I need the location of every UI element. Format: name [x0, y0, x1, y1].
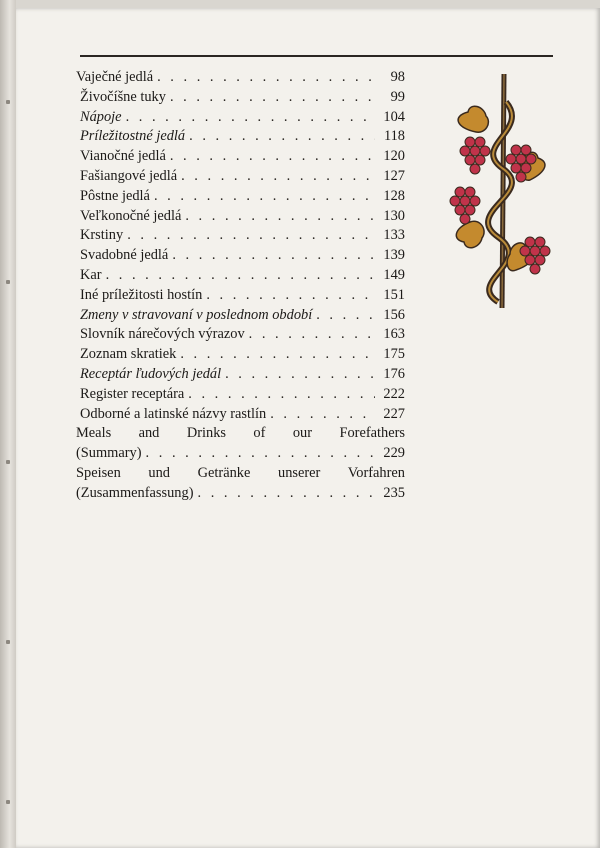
- toc-entry: [76, 108, 405, 128]
- toc-entry-subtitle: (Zusammenfassung): [76, 484, 194, 501]
- toc-entry-title: Fašiangové jedlá: [80, 167, 178, 184]
- toc-entry: [76, 266, 405, 286]
- toc-entry: [76, 187, 405, 207]
- toc-entry-title: Vaječné jedlá: [76, 69, 154, 85]
- toc-entry: [76, 127, 405, 147]
- toc-leader-dots: [126, 108, 375, 128]
- toc-entry: [76, 424, 405, 444]
- toc-entry: [76, 325, 405, 345]
- toc-entry-page: 222: [383, 385, 405, 402]
- header-rule: [80, 55, 553, 57]
- toc-entry-title: Zoznam skratiek: [80, 346, 177, 363]
- toc-leader-dots: [157, 68, 375, 88]
- toc-entry: [76, 226, 405, 246]
- toc-leader-dots: [180, 345, 375, 365]
- toc-entry-title: Nápoje: [80, 108, 122, 125]
- toc-entry-title: Vianočné jedlá: [80, 148, 166, 165]
- toc-entry-page: 98: [390, 69, 405, 85]
- toc-entry-title: Krstiny: [80, 227, 124, 244]
- toc-entry: [76, 167, 405, 187]
- toc-leader-dots: [225, 365, 375, 385]
- toc-entry-page: 128: [383, 187, 405, 204]
- toc-entry-title: Receptár ľudových jedál: [80, 365, 222, 382]
- toc-entry: [76, 88, 405, 108]
- toc-entry: [76, 464, 405, 484]
- toc-leader-dots: [170, 88, 375, 108]
- toc-entry-page: 156: [383, 306, 405, 323]
- toc-entry-page: 139: [383, 247, 405, 264]
- toc-entry-title: Iné príležitosti hostín: [80, 286, 203, 303]
- toc-entry-page: 130: [383, 207, 405, 224]
- toc-entry-page: 149: [383, 266, 405, 283]
- toc-entry-title: Odborné a latinské názvy rastlín: [80, 405, 267, 422]
- toc-entry: [76, 207, 405, 227]
- toc-leader-dots: [198, 484, 376, 504]
- toc-leader-dots: [189, 127, 375, 147]
- toc-entry-page: 120: [383, 148, 405, 165]
- toc-entry-page: 235: [383, 484, 405, 501]
- toc-entry-title: Svadobné jedlá: [80, 247, 169, 264]
- toc-entry-page: 175: [383, 346, 405, 363]
- toc-entry-title: Register receptára: [80, 385, 185, 402]
- book-binding: [0, 0, 16, 848]
- toc-entry-title: Kar: [80, 266, 102, 283]
- toc-leader-dots: [106, 266, 375, 286]
- toc-entry-title: Zmeny v stravovaní v poslednom období: [80, 306, 313, 323]
- toc-entry-continuation: [76, 484, 405, 504]
- toc-leader-dots: [172, 246, 375, 266]
- toc-entry-page: 127: [383, 167, 405, 184]
- grapevine-ornament-icon: [446, 72, 556, 312]
- toc-entry-continuation: [76, 444, 405, 464]
- toc-leader-dots: [206, 286, 375, 306]
- toc-entry: [76, 405, 405, 425]
- toc-entry: [76, 306, 405, 326]
- toc-entry-page: 227: [383, 405, 405, 422]
- toc-entry-page: 176: [383, 365, 405, 382]
- toc-entry: [76, 286, 405, 306]
- table-of-contents: [76, 68, 405, 504]
- toc-entry-page: 229: [383, 445, 405, 462]
- toc-leader-dots: [170, 147, 375, 167]
- toc-entry: [76, 365, 405, 385]
- toc-entry-page: 99: [390, 88, 405, 105]
- toc-entry-subtitle: (Summary): [76, 445, 142, 462]
- toc-leader-dots: [181, 167, 375, 187]
- binding-stitches: [4, 0, 12, 848]
- toc-entry-title: Meals and Drinks of our Forefathers: [76, 425, 405, 442]
- toc-entry-page: 133: [383, 227, 405, 244]
- toc-entry-page: 163: [383, 326, 405, 343]
- toc-leader-dots: [188, 385, 375, 405]
- toc-leader-dots: [127, 226, 375, 246]
- toc-entry-title: Príležitostné jedlá: [80, 128, 186, 145]
- toc-leader-dots: [146, 444, 375, 464]
- toc-entry-page: 104: [383, 108, 405, 125]
- toc-entry-title: Veľkonočné jedlá: [80, 207, 182, 224]
- toc-leader-dots: [185, 207, 375, 227]
- toc-entry: [76, 345, 405, 365]
- toc-leader-dots: [249, 325, 375, 345]
- toc-entry-title: Slovník nárečových výrazov: [80, 326, 245, 343]
- toc-leader-dots: [316, 306, 375, 326]
- toc-leader-dots: [154, 187, 375, 207]
- toc-entry-title: Pôstne jedlá: [80, 187, 150, 204]
- toc-entry-title: Speisen und Getränke unserer Vorfahren: [76, 464, 405, 481]
- toc-leader-dots: [270, 405, 375, 425]
- toc-entry-page: 151: [383, 286, 405, 303]
- toc-entry: [76, 385, 405, 405]
- toc-entry: [76, 147, 405, 167]
- toc-entry: [76, 68, 405, 88]
- toc-entry-page: 118: [383, 128, 405, 145]
- toc-entry: [76, 246, 405, 266]
- toc-entry-title: Živočíšne tuky: [80, 88, 166, 105]
